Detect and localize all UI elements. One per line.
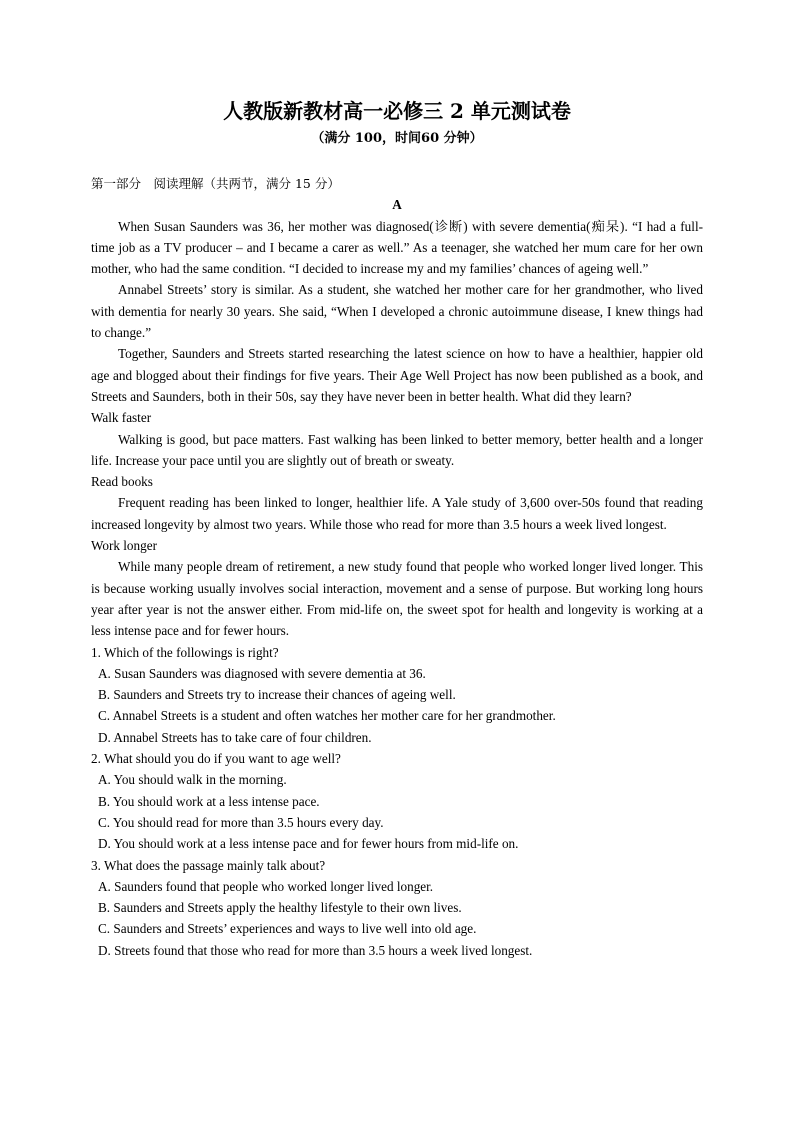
answer-option: A. You should walk in the morning. — [98, 772, 287, 788]
question-1 — [91, 642, 703, 748]
answer-option: C. Saunders and Streets’ experiences and ways to live well into old age. — [98, 921, 477, 937]
answer-option: A. Saunders found that people who worked longer lived longer. — [98, 878, 434, 894]
answer-option: D. You should work at a less intense pace and for fewer hours from mid-life on. — [98, 836, 519, 852]
answer-option: C. Annabel Streets is a student and often watches her mother care for her grandmother. — [98, 708, 556, 724]
section-heading: 第一部分 阅读理解（共两节，满分 15 分） — [91, 176, 340, 191]
answer-option: D. Annabel Streets has to take care of four children. — [98, 729, 372, 745]
question-stem: 1. Which of the followings is right? — [91, 644, 279, 660]
passage-paragraph: While many people dream of retirement, a new study found that people who worked longer lived longer. This is because working usually involves social interaction, movement and a sense of purpose. But working long hours year after year is not the answer either. From mid-life on, the sweet spot for health and longevity is working at a less intense pace and for fewer hours. — [91, 559, 703, 639]
passage-paragraph: Walking is good, but pace matters. Fast walking has been linked to better memory, better health and a longer life. Increase your pace until you are slightly out of breath or sweaty. — [91, 431, 703, 468]
question-stem: 2. What should you do if you want to age well? — [91, 751, 341, 767]
answer-option: D. Streets found that those who read for more than 3.5 hours a week lived longest. — [98, 942, 533, 958]
answer-option: B. Saunders and Streets apply the healthy lifestyle to their own lives. — [98, 900, 462, 916]
passage-paragraph: Annabel Streets’ story is similar. As a student, she watched her mother care for her grandmother, who lived with dementia for nearly 30 years. She said, “When I developed a chronic autoimmune disease, I knew things had to change.” — [91, 282, 703, 341]
question-3 — [91, 855, 703, 961]
passage-label: A — [392, 197, 402, 213]
answer-option: B. You should work at a less intense pace. — [98, 793, 320, 809]
question-stem: 3. What does the passage mainly talk about? — [91, 857, 326, 873]
passage-paragraph: Frequent reading has been linked to longer, healthier life. A Yale study of 3,600 over-50s found that reading increased longevity by almost two years. While those who read for more than 3.5 hours a week lived longest. — [91, 495, 703, 532]
passage-subheading: Work longer — [91, 538, 157, 554]
question-2 — [91, 748, 703, 854]
answer-option: C. You should read for more than 3.5 hours every day. — [98, 814, 384, 830]
passage-subheading: Walk faster — [91, 410, 152, 426]
answer-option: A. Susan Saunders was diagnosed with severe dementia at 36. — [98, 665, 426, 681]
passage-paragraph: Together, Saunders and Streets started researching the latest science on how to have a healthier, happier old age and blogged about their findings for five years. Their Age Well Project has now been published as a book, and Streets and Saunders, both in their 50s, say they have never been in better health. What did they learn? — [91, 346, 703, 404]
answer-option: B. Saunders and Streets try to increase their chances of ageing well. — [98, 687, 456, 703]
passage-subheading: Read books — [91, 474, 153, 490]
page-subtitle: （满分 100，时间60 分钟） — [311, 131, 483, 146]
exam-content — [91, 173, 703, 961]
passage-paragraph: When Susan Saunders was 36, her mother was diagnosed(诊断) with severe dementia(痴呆). “I had a full-time job as a TV producer – and I became a carer as well.” As a teenager, she watched her mum care for her own mother, who had the same condition. “I decided to increase my and my families’ chances of ageing well.” — [91, 218, 703, 277]
page-title: 人教版新教材高一必修三 2 单元测试卷 — [223, 99, 571, 123]
